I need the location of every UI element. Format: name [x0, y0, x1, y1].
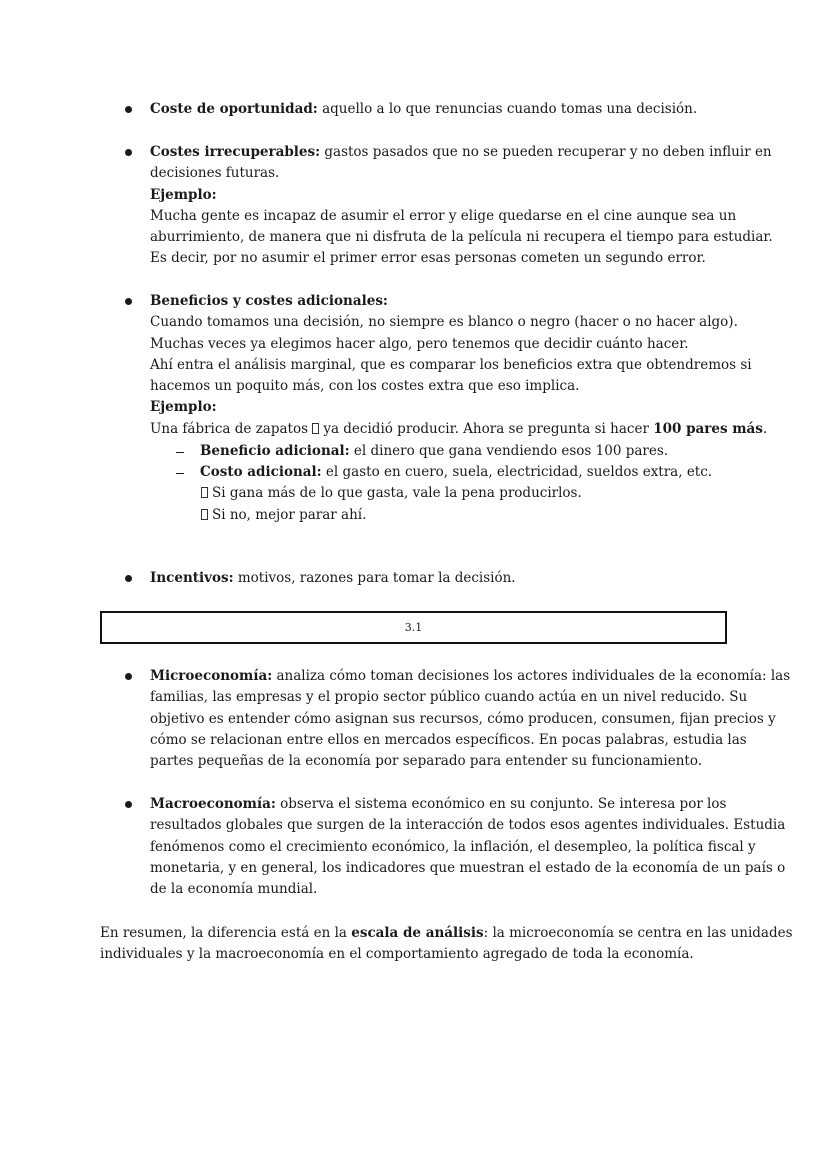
- example-text: Una fábrica de zapatos: [150, 420, 313, 437]
- text-line: objetivo es entender cómo asignan sus recursos, cómo producen, consumen, fijan precios y: [150, 710, 776, 727]
- text-line: Ahí entra el análisis marginal, que es comparar los beneficios extra que obtendremos si: [150, 356, 752, 373]
- sub-item-costo: [200, 462, 712, 483]
- section-label: 3.1: [404, 621, 423, 634]
- definition-cont: decisiones futuras.: [150, 165, 280, 182]
- bullet: [125, 106, 132, 113]
- item-costes-irrecuperables: [150, 142, 773, 270]
- dash-marker: [176, 473, 184, 474]
- sub-term: Costo adicional:: [200, 464, 322, 480]
- sub-term: Beneficio adicional:: [200, 443, 350, 459]
- sub-text: el dinero que gana vendiendo esos 100 pares.: [349, 443, 669, 459]
- text-line: hacemos un poquito más, con los costes extra que eso implica.: [150, 378, 580, 395]
- dash-marker: [176, 452, 184, 453]
- summary-text: En resumen, la diferencia está en la: [100, 925, 352, 941]
- term: Coste de oportunidad:: [150, 101, 318, 117]
- section-header-box: [100, 611, 727, 644]
- sub-text: el gasto en cuero, suela, electricidad, sueldos extra, etc.: [321, 464, 713, 480]
- term: Costes irrecuperables:: [150, 144, 321, 160]
- example-line: Mucha gente es incapaz de asumir el error y elige quedarse en el cine aunque sea un: [150, 207, 737, 224]
- text-line: cómo se relacionan entre ellos en mercados específicos. En pocas palabras, estudia las: [150, 731, 747, 748]
- term: Microeconomía:: [150, 668, 273, 684]
- result-text: Si gana más de lo que gasta, vale la pena producirlos.: [212, 485, 582, 501]
- definition: analiza cómo toman decisiones los actores individuales de la economía: las: [272, 668, 791, 684]
- definition: observa el sistema económico en su conjunto. Se interesa por los: [275, 796, 727, 812]
- summary-text: individuales y la macroeconomía en el comportamiento agregado de toda la economía.: [100, 946, 694, 963]
- item-incentivos: [150, 568, 740, 589]
- text-line: Muchas veces ya elegimos hacer algo, pero tenemos que decidir cuánto hacer.: [150, 335, 689, 352]
- text-line: fenómenos como el crecimiento económico, la inflación, el desempleo, la política fiscal y: [150, 838, 756, 855]
- definition: gastos pasados que no se pueden recuperar y no deben influir en: [320, 144, 772, 160]
- item-macroeconomia: [150, 794, 786, 900]
- bullet: [125, 801, 132, 808]
- result-line: [201, 505, 366, 526]
- summary-text: : la microeconomía se centra en las unidades: [483, 925, 793, 941]
- example-line: Es decir, por no asumir el primer error esas personas cometen un segundo error.: [150, 250, 706, 267]
- text-line: Cuando tomamos una decisión, no siempre es blanco o negro (hacer o no hacer algo).: [150, 314, 738, 331]
- result-line: [201, 483, 582, 504]
- bullet: [125, 149, 132, 156]
- term: Incentivos:: [150, 570, 234, 586]
- summary-paragraph: [100, 923, 793, 966]
- missing-glyph-icon: [312, 423, 319, 434]
- result-text: Si no, mejor parar ahí.: [212, 507, 367, 523]
- example-end: .: [762, 420, 768, 437]
- definition: motivos, razones para tomar la decisión.: [233, 570, 516, 586]
- term: Macroeconomía:: [150, 796, 276, 812]
- summary-bold: escala de análisis: [351, 925, 484, 941]
- item-microeconomia: [150, 666, 791, 772]
- example-label: Ejemplo:: [150, 399, 217, 416]
- example-label: Ejemplo:: [150, 186, 217, 203]
- text-line: familias, las empresas y el propio sector público cuando actúa en un nivel reducido. Su: [150, 689, 748, 706]
- missing-glyph-icon: [201, 487, 208, 498]
- item-coste-oportunidad: [150, 99, 740, 120]
- definition: aquello a lo que renuncias cuando tomas una decisión.: [317, 101, 698, 117]
- text-line: de la economía mundial.: [150, 881, 318, 898]
- example-bold: 100 pares más: [653, 420, 763, 437]
- example-line: aburrimiento, de manera que ni disfruta de la película ni recupera el tiempo para estudiar.: [150, 229, 773, 246]
- term: Beneficios y costes adicionales:: [150, 293, 388, 309]
- text-line: partes pequeñas de la economía por separado para entender su funcionamiento.: [150, 753, 703, 770]
- item-beneficios: [150, 291, 768, 440]
- bullet: [125, 298, 132, 305]
- example-text: ya decidió producir. Ahora se pregunta si hacer: [323, 420, 654, 437]
- sub-item-beneficio: [200, 441, 668, 462]
- bullet: [125, 673, 132, 680]
- missing-glyph-icon: [201, 509, 208, 520]
- text-line: resultados globales que surgen de la interacción de todos esos agentes individuales. Estudia: [150, 817, 786, 834]
- text-line: monetaria, y en general, los indicadores que muestran el estado de la economía de un país o: [150, 859, 786, 876]
- bullet: [125, 575, 132, 582]
